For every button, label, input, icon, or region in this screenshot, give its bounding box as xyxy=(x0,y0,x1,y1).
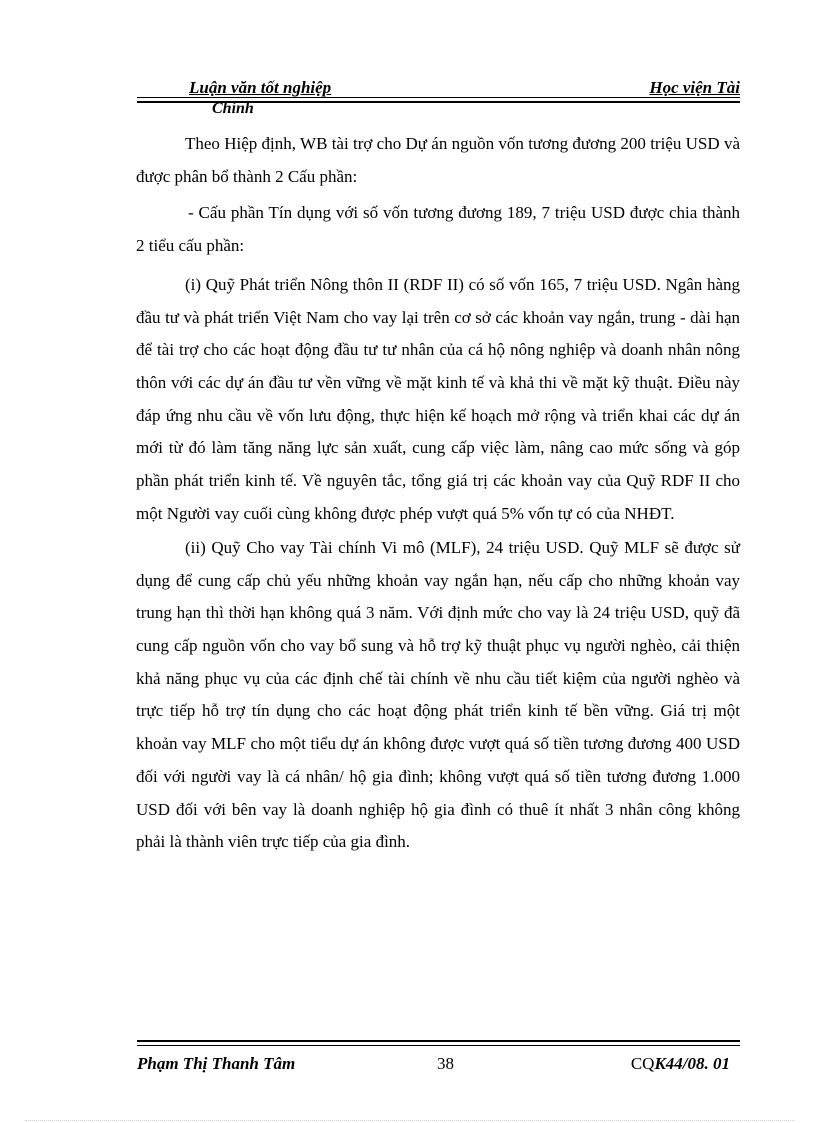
header-thesis-title: Luận văn tốt nghiệp xyxy=(189,78,332,97)
header-rule-thin xyxy=(137,97,740,98)
document-body xyxy=(136,128,740,860)
header-institution-continued: Chính xyxy=(212,100,254,117)
footer-author: Phạm Thị Thanh Tâm xyxy=(137,1054,296,1073)
footer-class-code xyxy=(631,1054,730,1074)
paragraph-rdf-fund: (i) Quỹ Phát triển Nông thôn II (RDF II) có số vốn 165, 7 triệu USD. Ngân hàng đầu tư và phát triển Việt Nam cho vay lại trên cơ sở các khoản vay ngắn, trung - dài hạn để tài trợ cho các hoạt động đầu tư tư nhân của cá hộ nông nghiệp và doanh nhân nông thôn với các dự án đầu tư vền vững về mặt kinh tế và khả thi về mặt kỹ thuật. Điều này đáp ứng nhu cầu về vốn lưu động, thực hiện kế hoạch mở rộng và triển khai các dự án mới từ đó làm tăng năng lực sản xuất, cung cấp việc làm, nâng cao mức sống và góp phần phát triển kinh tế. Về nguyên tắc, tổng giá trị các khoản vay của Quỹ RDF II cho một Người vay cuối cùng không được phép vượt quá 5% vốn tự có của NHĐT. xyxy=(136,274,740,523)
footer-rule-thin xyxy=(137,1045,740,1046)
paragraph-credit-component: - Cấu phần Tín dụng với số vốn tương đương 189, 7 triệu USD được chia thành 2 tiểu cấu phần: xyxy=(136,203,740,256)
page-header xyxy=(137,76,740,120)
footer-page-number: 38 xyxy=(437,1054,454,1073)
header-institution: Học viện Tài xyxy=(649,78,740,97)
footer-rule-thick xyxy=(137,1040,740,1042)
page-edge-divider xyxy=(25,1120,795,1121)
page-footer xyxy=(137,1040,740,1080)
footer-class-number: K44/08. 01 xyxy=(654,1054,730,1073)
footer-class-prefix: CQ xyxy=(630,1054,655,1073)
paragraph-mlf-fund: (ii) Quỹ Cho vay Tài chính Vi mô (MLF), 24 triệu USD. Quỹ MLF sẽ được sử dụng để cung cấp chủ yếu những khoản vay ngắn hạn, nếu cấp cho những khoản vay trung hạn thì thời hạn không quá 3 năm. Với định mức cho vay là 24 triệu USD, quỹ đã cung cấp nguồn vốn cho vay bổ sung và hỗ trợ kỹ thuật phục vụ người nghèo, cải thiện khả năng phục vụ của các định chế tài chính về nhu cầu tiết kiệm của người nghèo và trực tiếp hỗ trợ tín dụng cho các hoạt động phát triển kinh tế bền vững. Giá trị một khoản vay MLF cho một tiểu dự án không được vượt quá số tiền tương đương 400 USD đối với người vay là cá nhân/ hộ gia đình; không vượt quá số tiền tương đương 1.000 USD đối với bên vay là doanh nghiệp hộ gia đình có thuê ít nhất 3 nhân công không phải là thành viên trực tiếp của gia đình. xyxy=(136,537,740,852)
paragraph-intro: Theo Hiệp định, WB tài trợ cho Dự án nguồn vốn tương đương 200 triệu USD và được phân bổ thành 2 Cấu phần: xyxy=(136,134,740,186)
